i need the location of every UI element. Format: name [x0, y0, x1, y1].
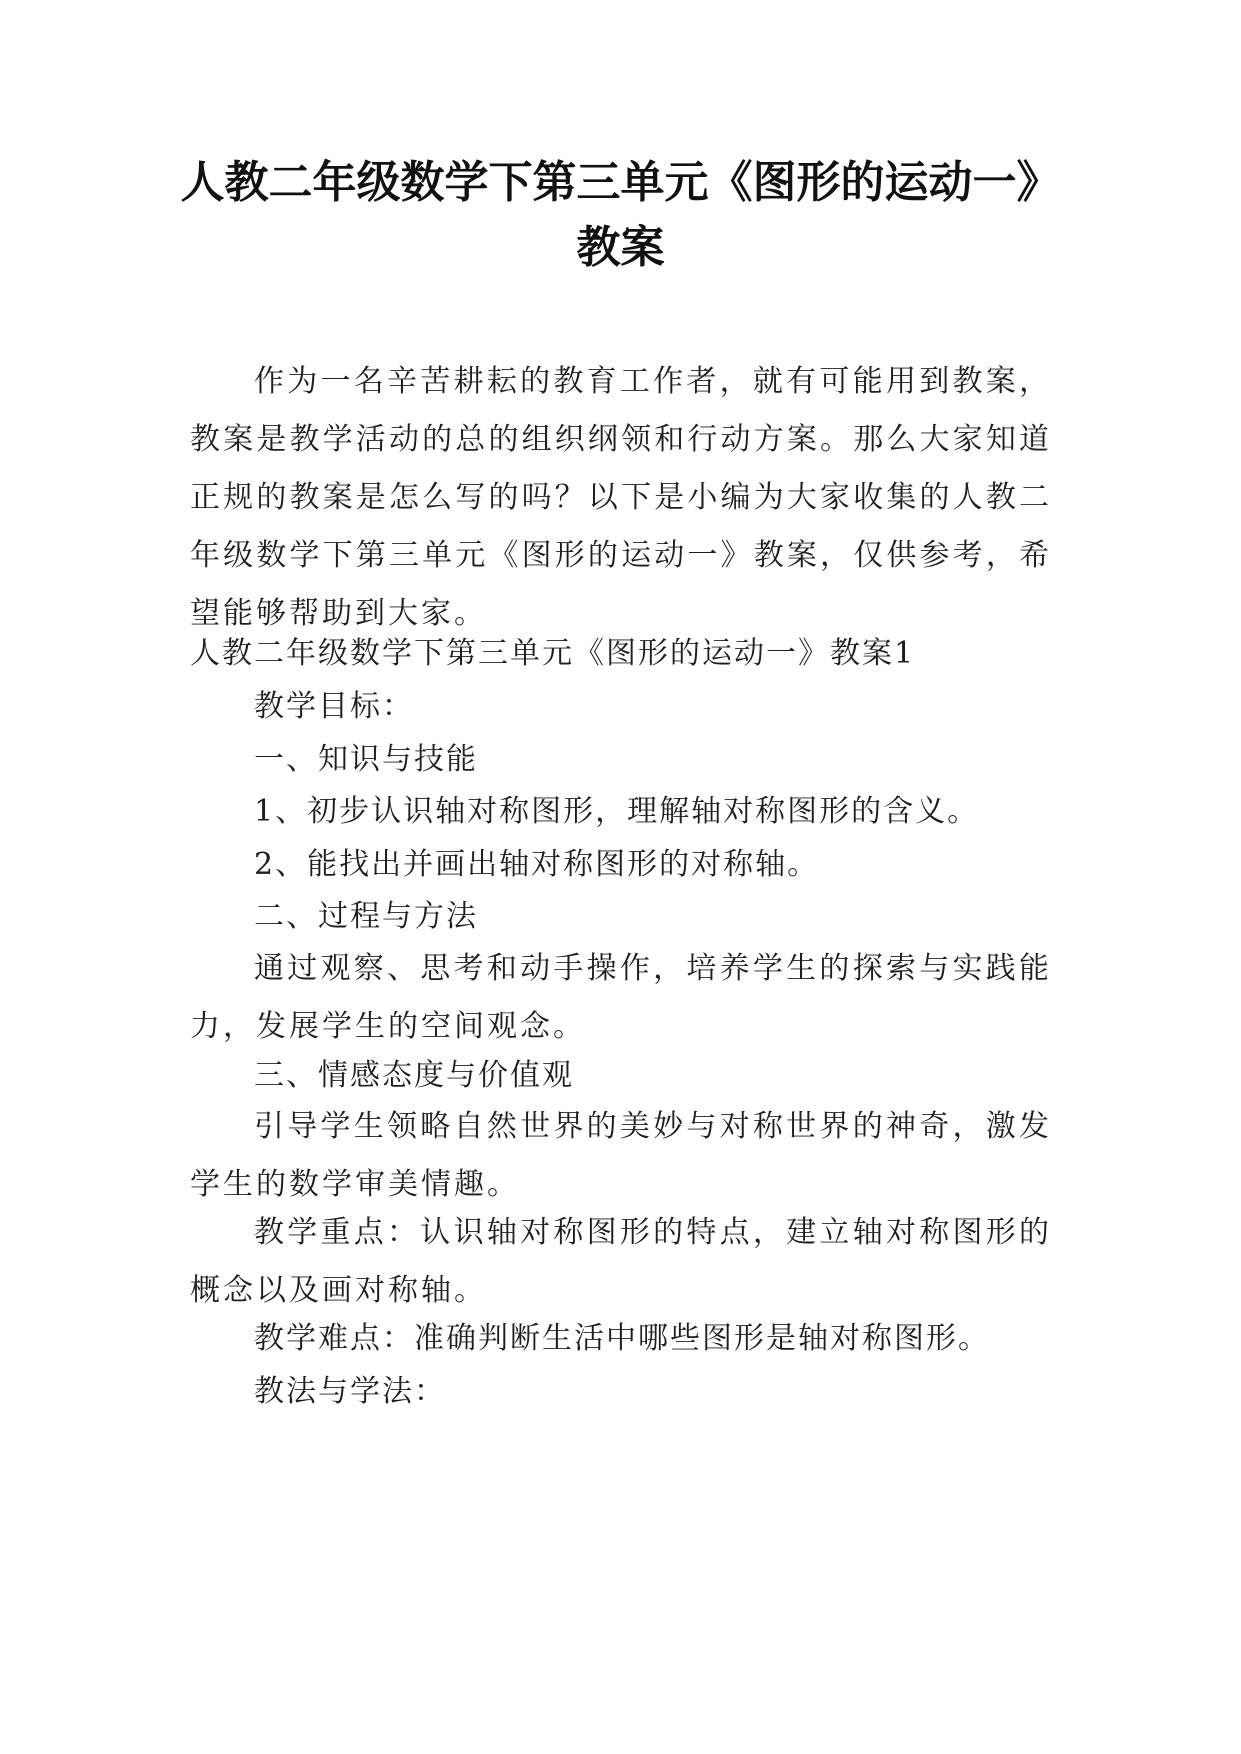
methods-label: 教法与学法：: [254, 1374, 446, 1409]
emotion-paragraph: 引导学生领略自然世界的美妙与对称世界的神奇，激发学生的数学审美情趣。: [190, 1109, 1052, 1202]
knowledge-item-1: 1、初步认识轴对称图形，理解轴对称图形的含义。: [254, 794, 980, 829]
emotion-heading: 三、情感态度与价值观: [254, 1058, 574, 1093]
document-title-line-1: 人教二年级数学下第三单元《图形的运动一》: [180, 157, 1061, 208]
document-title-line-2: 教案: [576, 222, 665, 273]
process-heading: 二、过程与方法: [254, 899, 478, 934]
knowledge-heading: 一、知识与技能: [254, 742, 478, 777]
objectives-label: 教学目标：: [254, 689, 414, 724]
section-heading: 人教二年级数学下第三单元《图形的运动一》教案1: [190, 636, 916, 671]
difficulties-line: 教学难点：准确判断生活中哪些图形是轴对称图形。: [254, 1321, 990, 1356]
key-points-paragraph: 教学重点：认识轴对称图形的特点，建立轴对称图形的概念以及画对称轴。: [190, 1215, 1052, 1308]
knowledge-item-2: 2、能找出并画出轴对称图形的对称轴。: [254, 847, 820, 882]
intro-paragraph: 作为一名辛苦耕耘的教育工作者，就有可能用到教案，教案是教学活动的总的组织纲领和行动方案。那么大家知道正规的教案是怎么写的吗？以下是小编为大家收集的人教二年级数学下第三单元《图形的运动一》教案，仅供参考，希望能够帮助到大家。: [190, 364, 1052, 631]
process-paragraph: 通过观察、思考和动手操作，培养学生的探索与实践能力，发展学生的空间观念。: [190, 951, 1052, 1044]
